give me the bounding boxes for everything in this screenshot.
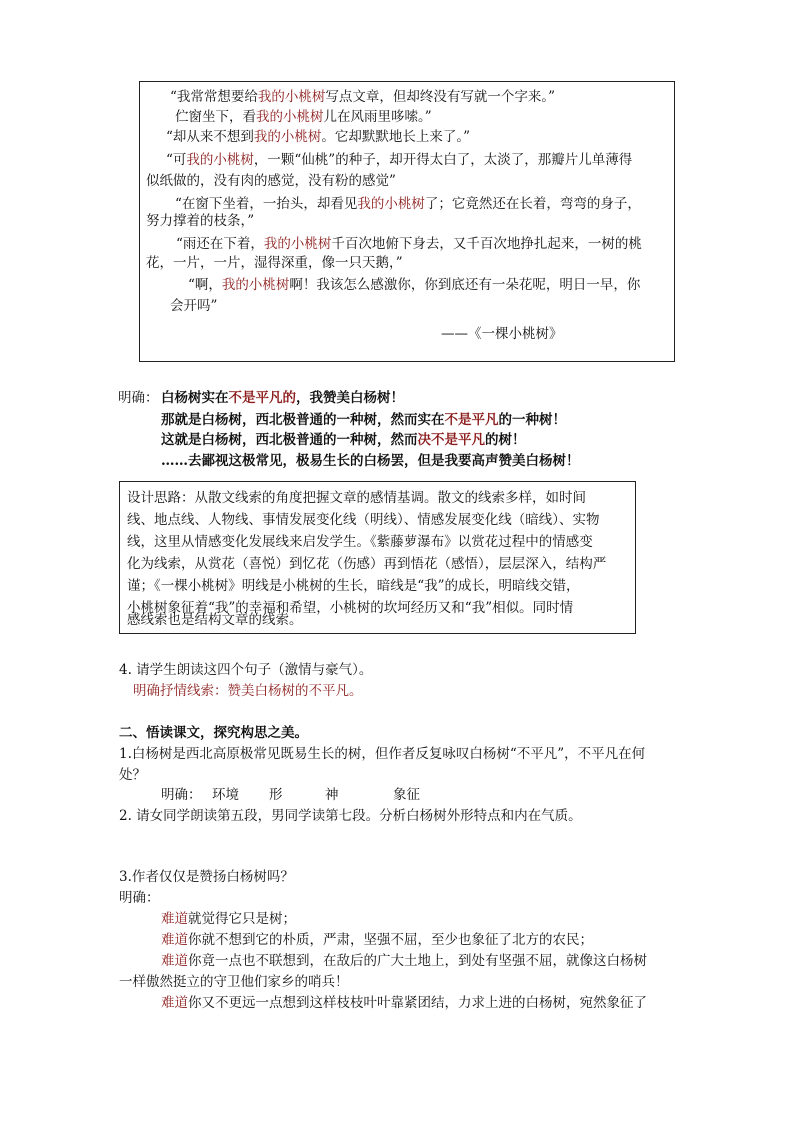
text-run: 你又不更远一点想到这样枝枝叶叶靠紧团结，力求上进的白杨树，宛然象征了 (188, 995, 647, 1011)
text-run: “在窗下坐着，一抬头，却看见 (175, 196, 358, 212)
text-run: 啊！我该怎么感激你，你到底还有一朵花呢，明日一早，你 (289, 277, 641, 293)
q1-answer-item: 神 (325, 787, 339, 803)
q3-label: 明确： (119, 890, 160, 906)
item-4-answer: 明确抒情线索：赞美白杨树的不平凡。 (133, 683, 363, 699)
question-1: 1.白杨树是西北高原极常见既易生长的树，但作者反复咏叹白杨树“不平凡”，不平凡在何 (119, 746, 646, 762)
quote-source: ——《一棵小桃树》 (441, 326, 563, 342)
quote-line (166, 127, 470, 147)
text-run: 你竟一点也不联想到，在敌后的广大土地上，到处有坚强不屈，就像这白杨树 (188, 953, 647, 969)
highlight-text: 我的小桃树 (253, 129, 322, 145)
q1-answer-label: 明确： (161, 787, 202, 803)
text-run: 这就是白杨树，西北极普通的一种树，然而 (161, 432, 418, 448)
design-line: 谨；《一棵小桃树》明线是小桃树的生长，暗线是“我”的成长，明暗线交错， (127, 578, 580, 594)
item-4: 4. 请学生朗读这四个句子（激情与豪气）。 (119, 662, 373, 678)
q3-line (161, 909, 296, 929)
text-run: 。它却默默地长上来了。” (321, 129, 471, 145)
text-run: 一样傲然挺立的守卫他们家乡的哨兵！ (119, 974, 349, 990)
design-line: 小桃树象征着“我”的幸福和希望，小桃树的坎坷经历又和“我”相似。同时情 (127, 600, 574, 616)
mingque-line (161, 410, 566, 430)
quote-line (146, 171, 396, 191)
highlight-text: 决不是平凡 (417, 432, 485, 448)
mingque-line (161, 430, 526, 450)
design-line: 线、地点线、人物线、事情发展变化线（明线）、情感发展变化线（暗线）、实物 (127, 512, 600, 528)
text-run: 努力撑着的枝条，” (146, 213, 255, 229)
text-run: 会开吗” (170, 298, 218, 314)
q1-answer-item: 环境 (212, 787, 239, 803)
text-run: 伫窗坐下，看 (175, 109, 256, 125)
quote-line (175, 107, 432, 127)
highlight-text: 不是平凡 (444, 412, 499, 428)
highlight-text: 我的小桃树 (256, 109, 324, 125)
section-heading: 二、悟读课文，探究构思之美。 (119, 725, 308, 741)
text-run: 你就不想到它的朴质，严肃，坚强不屈，至少也象征了北方的农民； (188, 932, 593, 948)
text-run: 似纸做的，没有肉的感觉，没有粉的感觉” (146, 173, 396, 189)
highlight-text: 难道 (161, 995, 188, 1011)
text-run: 千百次地俯下身去，又千百次地挣扎起来，一树的桃 (331, 236, 642, 252)
highlight-text: 我的小桃树 (357, 196, 425, 212)
text-run: 的树！ (485, 432, 526, 448)
text-run: 写点文章，但却终没有写就一个字来。” (325, 89, 556, 105)
question-2: 2. 请女同学朗读第五段，男同学读第七段。分析白杨树外形特点和内在气质。 (119, 808, 582, 824)
design-line: 感线索也是结构文章的线索。 (127, 612, 303, 628)
mingque-label: 明确： (118, 390, 159, 406)
text-run: “雨还在下着， (176, 236, 264, 252)
highlight-text: 我的小桃树 (186, 152, 254, 168)
quote-line (146, 253, 403, 273)
mingque-line (161, 451, 580, 471)
quote-line (176, 234, 642, 254)
text-run: 了；它竟然还在长着，弯弯的身子， (424, 196, 641, 212)
text-run: 儿在风雨里哆嗦。” (323, 109, 432, 125)
text-run: ，我赞美白杨树！ (296, 390, 404, 406)
design-line: 线，这里从情感变化发展线来启发学生。《紫藤萝瀑布》以赏花过程中的情感变 (127, 534, 593, 550)
q1-answer-item: 象征 (393, 787, 420, 803)
quote-line (170, 87, 555, 107)
q3-line (161, 930, 593, 950)
mingque-line (161, 388, 404, 408)
text-run: “啊， (188, 277, 222, 293)
highlight-text: 我的小桃树 (257, 89, 326, 105)
highlight-text: 我的小桃树 (263, 236, 332, 252)
quote-line (170, 296, 217, 316)
text-run: ，一颗“仙桃”的种子，却开得太白了，太淡了，那瓣片儿单薄得 (253, 152, 633, 168)
text-run: 的一种树！ (498, 412, 566, 428)
design-line: 设计思路：从散文线索的角度把握文章的感情基调。散文的线索多样，如时间 (127, 490, 586, 506)
quote-line (166, 150, 632, 170)
text-run: ……去鄙视这极常见，极易生长的白杨罢，但是我要高声赞美白杨树！ (161, 453, 580, 469)
q3-line (161, 993, 647, 1013)
q3-line (161, 951, 647, 971)
text-run: 就觉得它只是树； (188, 911, 296, 927)
question-3: 3.作者仅仅是赞扬白杨树吗？ (119, 869, 294, 885)
question-1-cont: 处？ (119, 767, 146, 783)
text-run: “我常常想要给 (170, 89, 258, 105)
quote-line (146, 211, 254, 231)
text-run: “却从来不想到 (166, 129, 254, 145)
highlight-text: 难道 (161, 932, 188, 948)
text-run: 那就是白杨树，西北极普通的一种树，然而实在 (161, 412, 445, 428)
highlight-text: 难道 (161, 911, 188, 927)
quote-line (188, 275, 640, 295)
q3-line (119, 972, 349, 992)
design-line: 化为线索，从赏花（喜悦）到忆花（伤感）再到悟花（感悟），层层深入，结构严 (127, 556, 607, 572)
text-run: “可 (166, 152, 187, 168)
text-run: 白杨树实在 (161, 390, 229, 406)
highlight-text: 难道 (161, 953, 188, 969)
highlight-text: 我的小桃树 (221, 277, 290, 293)
text-run: 花，一片，一片，湿得深重，像一只天鹅，” (146, 255, 403, 271)
highlight-text: 不是平凡的 (228, 390, 296, 406)
q1-answer-item: 形 (269, 787, 283, 803)
